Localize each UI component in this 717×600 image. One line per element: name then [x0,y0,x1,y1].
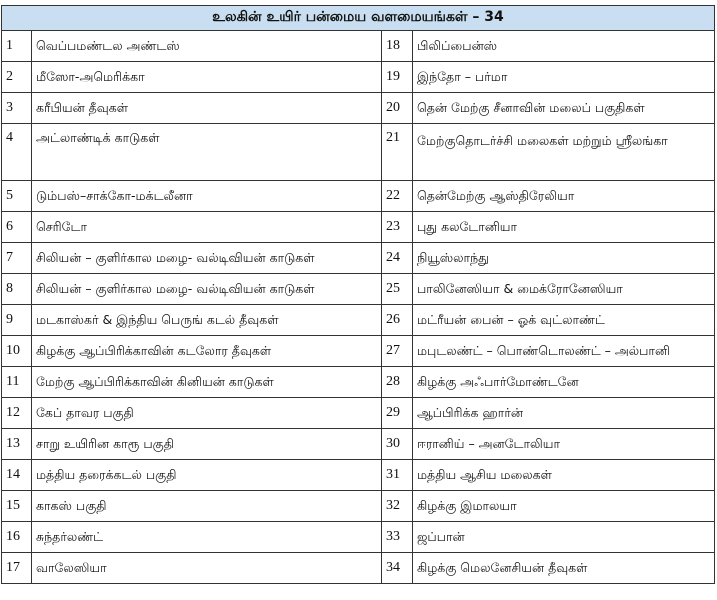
table-title: உலகின் உயிர் பன்மைய வளமையங்கள் – 34 [2,6,715,31]
table-body [2,31,715,584]
row-number-right: 19 [382,62,413,93]
hotspot-name-left: சாறு உயிரின காரூ பகுதி [32,429,382,460]
table-row [2,553,715,584]
table-row [2,305,715,336]
table-row [2,243,715,274]
row-number-left: 2 [2,62,32,93]
row-number-right: 21 [382,124,413,181]
row-number-left: 12 [2,398,32,429]
table-row [2,367,715,398]
hotspot-name-left: கேப் தாவர பகுதி [32,398,382,429]
row-number-right: 20 [382,93,413,124]
biodiversity-hotspots-table [1,5,715,584]
table-row [2,429,715,460]
row-number-left: 6 [2,212,32,243]
row-number-right: 30 [382,429,413,460]
hotspot-name-right: மத்திய ஆசிய மலைகள் [413,460,715,491]
hotspot-name-right: தென் மேற்கு சீனாவின் மலைப் பகுதிகள் [413,93,715,124]
table-row [2,491,715,522]
row-number-left: 11 [2,367,32,398]
hotspot-name-right: கிழக்கு மெலனேசியன் தீவுகள் [413,553,715,584]
row-number-right: 32 [382,491,413,522]
hotspots-table-wrapper [1,5,715,584]
hotspot-name-left: சிலியன் – குளிர்கால மழை- வல்டிவியன் காடுகள் [32,274,382,305]
row-number-right: 24 [382,243,413,274]
hotspot-name-right: இந்தோ – பர்மா [413,62,715,93]
table-header-row [2,6,715,31]
hotspot-name-right: புது கலடோனியா [413,212,715,243]
hotspot-name-right: கிழக்கு அஃபார்மோண்டனே [413,367,715,398]
row-number-right: 22 [382,181,413,212]
hotspot-name-right: பிலிப்பைன்ஸ் [413,31,715,62]
hotspot-name-left: சுந்தர்லண்ட் [32,522,382,553]
row-number-left: 17 [2,553,32,584]
table-row [2,62,715,93]
table-row [2,212,715,243]
hotspot-name-left: வாலேஸியா [32,553,382,584]
row-number-right: 26 [382,305,413,336]
row-number-left: 7 [2,243,32,274]
table-row [2,181,715,212]
row-number-right: 33 [382,522,413,553]
table-row [2,398,715,429]
hotspot-name-right: மபுடலண்ட் – பொண்டொலண்ட் – அல்பானி [413,336,715,367]
hotspot-name-left: மடகாஸ்கர் & இந்திய பெருங் கடல் தீவுகள் [32,305,382,336]
hotspot-name-left: செரிடோ [32,212,382,243]
table-row [2,124,715,181]
row-number-right: 31 [382,460,413,491]
hotspot-name-right: ஈரானிய் – அனடோலியா [413,429,715,460]
table-row [2,460,715,491]
table-row [2,522,715,553]
row-number-left: 3 [2,93,32,124]
table-row [2,31,715,62]
hotspot-name-right: தென்மேற்கு ஆஸ்திரேலியா [413,181,715,212]
row-number-right: 34 [382,553,413,584]
table-row [2,336,715,367]
hotspot-name-left: சிலியன் – குளிர்கால மழை- வல்டிவியன் காடுகள் [32,243,382,274]
row-number-right: 29 [382,398,413,429]
row-number-left: 15 [2,491,32,522]
row-number-right: 18 [382,31,413,62]
hotspot-name-left: கிழக்கு ஆப்பிரிக்காவின் கடலோர தீவுகள் [32,336,382,367]
row-number-left: 4 [2,124,32,181]
row-number-left: 8 [2,274,32,305]
row-number-right: 23 [382,212,413,243]
hotspot-name-left: மத்திய தரைக்கடல் பகுதி [32,460,382,491]
hotspot-name-left: வெப்பமண்டல அண்டஸ் [32,31,382,62]
row-number-right: 25 [382,274,413,305]
hotspot-name-left: காகஸ் பகுதி [32,491,382,522]
row-number-left: 13 [2,429,32,460]
hotspot-name-right: கிழக்கு இமாலயா [413,491,715,522]
hotspot-name-right: மேற்குதொடர்ச்சி மலைகள் மற்றும் ஸ்ரீலங்கா [413,124,715,181]
row-number-right: 27 [382,336,413,367]
table-row [2,274,715,305]
hotspot-name-right: நியூஸ்லாந்து [413,243,715,274]
hotspot-name-right: ஜப்பான் [413,522,715,553]
hotspot-name-left: மேற்கு ஆப்பிரிக்காவின் கினியன் காடுகள் [32,367,382,398]
row-number-left: 16 [2,522,32,553]
row-number-left: 1 [2,31,32,62]
hotspot-name-right: மட்ரீயன் பைன் – ஓக் வுட்லாண்ட் [413,305,715,336]
hotspot-name-left: அட்லாண்டிக் காடுகள் [32,124,382,181]
hotspot-name-right: பாலினேஸியா & மைக்ரோனேஸியா [413,274,715,305]
row-number-left: 10 [2,336,32,367]
hotspot-name-right: ஆப்பிரிக்க ஹார்ன் [413,398,715,429]
row-number-left: 5 [2,181,32,212]
row-number-left: 14 [2,460,32,491]
row-number-left: 9 [2,305,32,336]
hotspot-name-left: மீஸோ-அமெரிக்கா [32,62,382,93]
hotspot-name-left: கரீபியன் தீவுகள் [32,93,382,124]
hotspot-name-left: டும்பஸ்–சாக்கோ-மக்டலீனா [32,181,382,212]
row-number-right: 28 [382,367,413,398]
table-row [2,93,715,124]
